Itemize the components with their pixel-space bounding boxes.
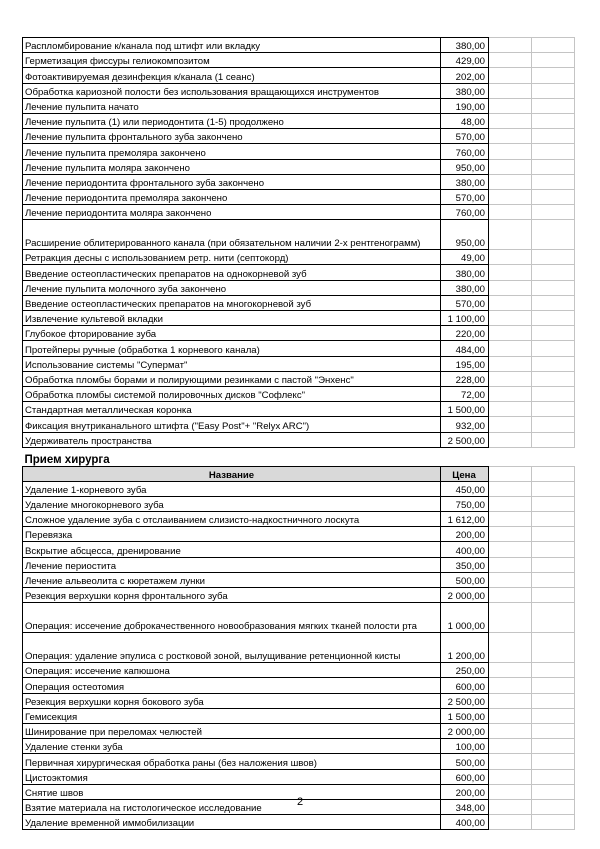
section-title-row: [23, 447, 575, 466]
empty-cell: [489, 129, 532, 144]
service-name: Шинирование при переломах челюстей: [23, 723, 441, 738]
section-title: Прием хирурга: [24, 453, 110, 466]
empty-cell: [532, 311, 575, 326]
empty-cell: [489, 311, 532, 326]
service-price: 2 500,00: [441, 693, 489, 708]
empty-cell: [532, 341, 575, 356]
empty-cell: [489, 174, 532, 189]
service-name: Лечение пульпита начато: [23, 98, 441, 113]
empty-cell: [532, 739, 575, 754]
service-price: 1 200,00: [441, 633, 489, 663]
table-row: [23, 723, 575, 738]
empty-cell: [532, 386, 575, 401]
table-row: [23, 356, 575, 371]
table-row: [23, 341, 575, 356]
empty-cell: [489, 83, 532, 98]
empty-cell: [489, 295, 532, 310]
table-row: [23, 189, 575, 204]
empty-cell: [532, 633, 575, 663]
table-row: [23, 38, 575, 53]
empty-cell: [489, 356, 532, 371]
table-row: [23, 633, 575, 663]
service-name: Резекция верхушки корня фронтального зуба: [23, 588, 441, 603]
service-price: 950,00: [441, 220, 489, 250]
price-table: [22, 37, 575, 830]
empty-cell: [532, 402, 575, 417]
service-name: Обработка пломбы борами и полирующими резинками с пастой "Энхенс": [23, 371, 441, 386]
service-name: Глубокое фторирование зуба: [23, 326, 441, 341]
empty-cell: [532, 481, 575, 496]
empty-cell: [532, 542, 575, 557]
empty-cell: [532, 159, 575, 174]
empty-cell: [489, 265, 532, 280]
table-row: [23, 739, 575, 754]
service-price: 570,00: [441, 129, 489, 144]
service-name: Лечение альвеолита с кюретажем лунки: [23, 572, 441, 587]
service-name: Лечение пульпита молочного зуба закончено: [23, 280, 441, 295]
empty-cell: [532, 53, 575, 68]
service-price: 380,00: [441, 38, 489, 53]
service-price: 1 000,00: [441, 603, 489, 633]
empty-cell: [489, 496, 532, 511]
service-name: Протейперы ручные (обработка 1 корневого канала): [23, 341, 441, 356]
service-price: 484,00: [441, 341, 489, 356]
service-price: 950,00: [441, 159, 489, 174]
table-row: [23, 83, 575, 98]
empty-cell: [532, 280, 575, 295]
table-header: [23, 466, 575, 481]
price-sheet: [22, 37, 574, 830]
empty-cell: [489, 113, 532, 128]
empty-cell: [532, 189, 575, 204]
empty-cell: [532, 527, 575, 542]
empty-cell: [532, 205, 575, 220]
service-price: 750,00: [441, 496, 489, 511]
empty-cell: [489, 739, 532, 754]
service-name: Обработка кариозной полости без использования вращающихся инструментов: [23, 83, 441, 98]
empty-cell: [489, 815, 532, 830]
service-price: 72,00: [441, 386, 489, 401]
empty-cell: [489, 250, 532, 265]
empty-cell: [532, 723, 575, 738]
service-price: 380,00: [441, 265, 489, 280]
service-price: 48,00: [441, 113, 489, 128]
service-price: 932,00: [441, 417, 489, 432]
service-price: 228,00: [441, 371, 489, 386]
empty-cell: [532, 693, 575, 708]
service-name: Распломбирование к/канала под штифт или вкладку: [23, 38, 441, 53]
table-row: [23, 496, 575, 511]
table-row: [23, 557, 575, 572]
empty-cell: [532, 356, 575, 371]
empty-cell: [489, 432, 532, 447]
table-row: [23, 371, 575, 386]
empty-cell: [532, 220, 575, 250]
empty-cell: [489, 341, 532, 356]
empty-cell: [532, 815, 575, 830]
service-name: Лечение пульпита премоляра закончено: [23, 144, 441, 159]
empty-cell: [489, 205, 532, 220]
service-price: 350,00: [441, 557, 489, 572]
service-price: 348,00: [441, 799, 489, 814]
table-row: [23, 708, 575, 723]
table-row: [23, 603, 575, 633]
table-row: [23, 769, 575, 784]
table-row: [23, 144, 575, 159]
service-price: 600,00: [441, 678, 489, 693]
empty-cell: [489, 220, 532, 250]
service-name: Взятие материала на гистологическое исследование: [23, 799, 441, 814]
table-row: [23, 432, 575, 447]
page-number: 2: [296, 796, 304, 808]
service-name: Снятие швов: [23, 784, 441, 799]
empty-cell: [489, 371, 532, 386]
table-row: [23, 402, 575, 417]
empty-cell: [532, 588, 575, 603]
empty-cell: [532, 769, 575, 784]
service-price: 570,00: [441, 295, 489, 310]
service-price: 760,00: [441, 205, 489, 220]
service-price: 200,00: [441, 527, 489, 542]
empty-cell: [532, 98, 575, 113]
service-name: Лечение периодонтита премоляра закончено: [23, 189, 441, 204]
table-row: [23, 53, 575, 68]
table-row: [23, 265, 575, 280]
table-row: [23, 250, 575, 265]
table-row: [23, 588, 575, 603]
service-name: Введение остеопластических препаратов на многокорневой зуб: [23, 295, 441, 310]
service-name: Введение остеопластических препаратов на однокорневой зуб: [23, 265, 441, 280]
service-name: Лечение пульпита моляра закончено: [23, 159, 441, 174]
empty-cell: [489, 663, 532, 678]
service-name: Удаление стенки зуба: [23, 739, 441, 754]
table-row: [23, 113, 575, 128]
service-price: 2 500,00: [441, 432, 489, 447]
service-price: 500,00: [441, 572, 489, 587]
service-name: Вскрытие абсцесса, дренирование: [23, 542, 441, 557]
service-price: 195,00: [441, 356, 489, 371]
empty-cell: [489, 53, 532, 68]
service-name: Лечение пульпита (1) или периодонтита (1-5) продолжено: [23, 113, 441, 128]
empty-cell: [489, 144, 532, 159]
empty-cell: [489, 481, 532, 496]
service-name: Обработка пломбы системой полировочных дисков "Софлекс": [23, 386, 441, 401]
empty-cell: [532, 250, 575, 265]
empty-cell: [489, 723, 532, 738]
table-row: [23, 512, 575, 527]
empty-cell: [532, 496, 575, 511]
service-price: 1 100,00: [441, 311, 489, 326]
empty-cell: [489, 678, 532, 693]
service-price: 450,00: [441, 481, 489, 496]
table-row: [23, 417, 575, 432]
empty-cell: [489, 588, 532, 603]
service-name: Операция: удаление эпулиса с ростковой зоной, вылущивание ретенционной кисты: [23, 633, 441, 663]
service-name: Первичная хирургическая обработка раны (без наложения швов): [23, 754, 441, 769]
service-name: Цистоэктомия: [23, 769, 441, 784]
empty-cell: [532, 603, 575, 633]
table-row: [23, 311, 575, 326]
empty-cell: [532, 326, 575, 341]
empty-cell: [532, 678, 575, 693]
column-header-name: Название: [23, 466, 441, 481]
service-name: Лечение пульпита фронтального зуба закончено: [23, 129, 441, 144]
table-row: [23, 572, 575, 587]
empty-cell: [489, 769, 532, 784]
table-row: [23, 174, 575, 189]
table-row: [23, 295, 575, 310]
table-row: [23, 815, 575, 830]
empty-cell: [489, 98, 532, 113]
service-price: 600,00: [441, 769, 489, 784]
service-name: Ретракция десны с использованием ретр. нити (септокорд): [23, 250, 441, 265]
empty-cell: [489, 38, 532, 53]
service-name: Гемисекция: [23, 708, 441, 723]
table-row: [23, 129, 575, 144]
service-price: 200,00: [441, 784, 489, 799]
service-price: 1 500,00: [441, 708, 489, 723]
empty-cell: [489, 417, 532, 432]
service-name: Фотоактивируемая дезинфекция к/канала (1 сеанс): [23, 68, 441, 83]
service-price: 2 000,00: [441, 588, 489, 603]
service-price: 100,00: [441, 739, 489, 754]
service-name: Операция остеотомия: [23, 678, 441, 693]
empty-cell: [532, 68, 575, 83]
service-name: Сложное удаление зуба с отслаиванием слизисто-надкостничного лоскута: [23, 512, 441, 527]
empty-cell: [489, 527, 532, 542]
empty-cell: [489, 633, 532, 663]
service-name: Лечение периодонтита моляра закончено: [23, 205, 441, 220]
service-price: 380,00: [441, 83, 489, 98]
empty-cell: [532, 512, 575, 527]
table-row: [23, 280, 575, 295]
empty-cell: [489, 68, 532, 83]
table-row: [23, 542, 575, 557]
empty-cell: [489, 557, 532, 572]
service-name: Перевязка: [23, 527, 441, 542]
table-row: [23, 663, 575, 678]
table-row: [23, 98, 575, 113]
empty-cell: [532, 129, 575, 144]
service-price: 570,00: [441, 189, 489, 204]
table-row: [23, 205, 575, 220]
service-price: 220,00: [441, 326, 489, 341]
service-name: Операция: иссечение доброкачественного новообразования мягких тканей полости рта: [23, 603, 441, 633]
service-price: 760,00: [441, 144, 489, 159]
service-price: 400,00: [441, 542, 489, 557]
empty-cell: [532, 371, 575, 386]
empty-cell: [489, 189, 532, 204]
service-price: 190,00: [441, 98, 489, 113]
empty-cell: [489, 572, 532, 587]
service-name: Стандартная металлическая коронка: [23, 402, 441, 417]
table-row: [23, 678, 575, 693]
service-price: 400,00: [441, 815, 489, 830]
service-name: Удерживатель пространства: [23, 432, 441, 447]
table-row: [23, 527, 575, 542]
empty-cell: [532, 174, 575, 189]
service-price: 429,00: [441, 53, 489, 68]
service-price: 2 000,00: [441, 723, 489, 738]
service-price: 500,00: [441, 754, 489, 769]
empty-cell: [532, 38, 575, 53]
table-row: [23, 68, 575, 83]
table-row: [23, 693, 575, 708]
service-price: 380,00: [441, 280, 489, 295]
empty-cell: [489, 603, 532, 633]
empty-cell: [489, 326, 532, 341]
service-name: Удаление многокорневого зуба: [23, 496, 441, 511]
table-row: [23, 220, 575, 250]
empty-cell: [532, 295, 575, 310]
empty-cell: [489, 280, 532, 295]
table-row: [23, 754, 575, 769]
service-name: Герметизация фиссуры гелиокомпозитом: [23, 53, 441, 68]
empty-cell: [532, 708, 575, 723]
service-price: 202,00: [441, 68, 489, 83]
service-name: Удаление 1-корневого зуба: [23, 481, 441, 496]
empty-cell: [532, 417, 575, 432]
service-name: Резекция верхушки корня бокового зуба: [23, 693, 441, 708]
empty-cell: [489, 693, 532, 708]
empty-cell: [532, 265, 575, 280]
empty-cell: [532, 144, 575, 159]
column-header-price: Цена: [441, 466, 489, 481]
service-name: Извлечение культевой вкладки: [23, 311, 441, 326]
empty-cell: [489, 386, 532, 401]
service-price: 380,00: [441, 174, 489, 189]
empty-cell: [532, 113, 575, 128]
service-name: Фиксация внутриканального штифта ("Easy Post"+ "Relyx ARC"): [23, 417, 441, 432]
empty-cell: [489, 708, 532, 723]
service-price: 49,00: [441, 250, 489, 265]
empty-cell: [532, 83, 575, 98]
empty-cell: [532, 754, 575, 769]
empty-cell: [489, 754, 532, 769]
table-row: [23, 326, 575, 341]
empty-cell: [489, 402, 532, 417]
table-row: [23, 386, 575, 401]
empty-cell: [532, 432, 575, 447]
empty-cell: [532, 663, 575, 678]
service-name: Использование системы "Супермат": [23, 356, 441, 371]
service-price: 1 612,00: [441, 512, 489, 527]
empty-cell: [532, 572, 575, 587]
service-name: Операция: иссечение капюшона: [23, 663, 441, 678]
service-price: 250,00: [441, 663, 489, 678]
empty-cell: [489, 542, 532, 557]
table-row: [23, 159, 575, 174]
table-row: [23, 481, 575, 496]
empty-cell: [489, 159, 532, 174]
empty-cell: [532, 557, 575, 572]
service-name: Расширение облитерированного канала (при обязательном наличии 2-х рентгенограмм): [23, 220, 441, 250]
service-name: Лечение периодонтита фронтального зуба закончено: [23, 174, 441, 189]
service-name: Лечение периостита: [23, 557, 441, 572]
service-price: 1 500,00: [441, 402, 489, 417]
empty-cell: [489, 512, 532, 527]
service-name: Удаление временной иммобилизации: [23, 815, 441, 830]
